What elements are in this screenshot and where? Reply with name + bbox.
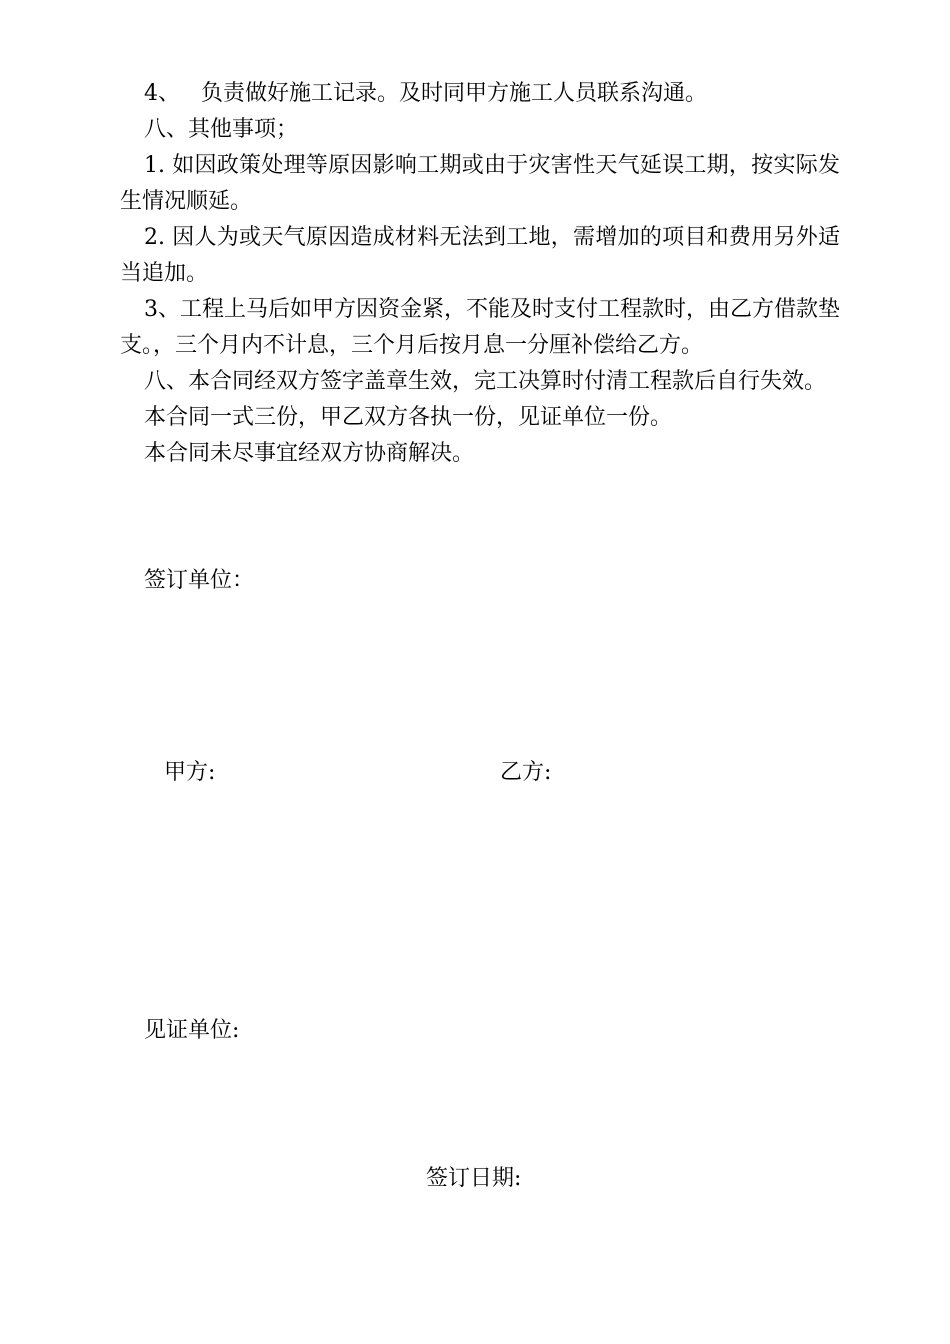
unresolved-matters: 本合同未尽事宜经双方协商解决。 [144,441,475,466]
section-effectiveness: 八、本合同经双方签字盖章生效，完工决算时付清工程款后自行失效。 [144,369,827,394]
party-b-label: 乙方: [500,760,552,785]
party-a-label: 甲方: [164,760,216,785]
copies-statement: 本合同一式三份，甲乙双方各执一份，见证单位一份。 [144,405,673,430]
item-1-delay: 1. 如因政策处理等原因影响工期或由于灾害性天气延误工期，按实际发生情况顺延。 [120,153,840,214]
signing-date-label: 签订日期: [426,1166,522,1191]
signing-unit-label: 签订单位： [144,568,255,593]
contract-body [120,76,840,472]
clause-4-record: 4、 负责做好施工记录。及时同甲方施工人员联系沟通。 [144,81,707,106]
section-other-matters: 八、其他事项； [144,117,299,142]
witness-unit-label: 见证单位: [144,1018,240,1043]
item-2-additional-cost: 2. 因人为或天气原因造成材料无法到工地，需增加的项目和费用另外适当追加。 [120,225,840,286]
item-3-payment: 3、工程上马后如甲方因资金紧，不能及时支付工程款时，由乙方借款垫支。，三个月内不计息，三个月后按月息一分厘补偿给乙方。 [120,297,840,358]
